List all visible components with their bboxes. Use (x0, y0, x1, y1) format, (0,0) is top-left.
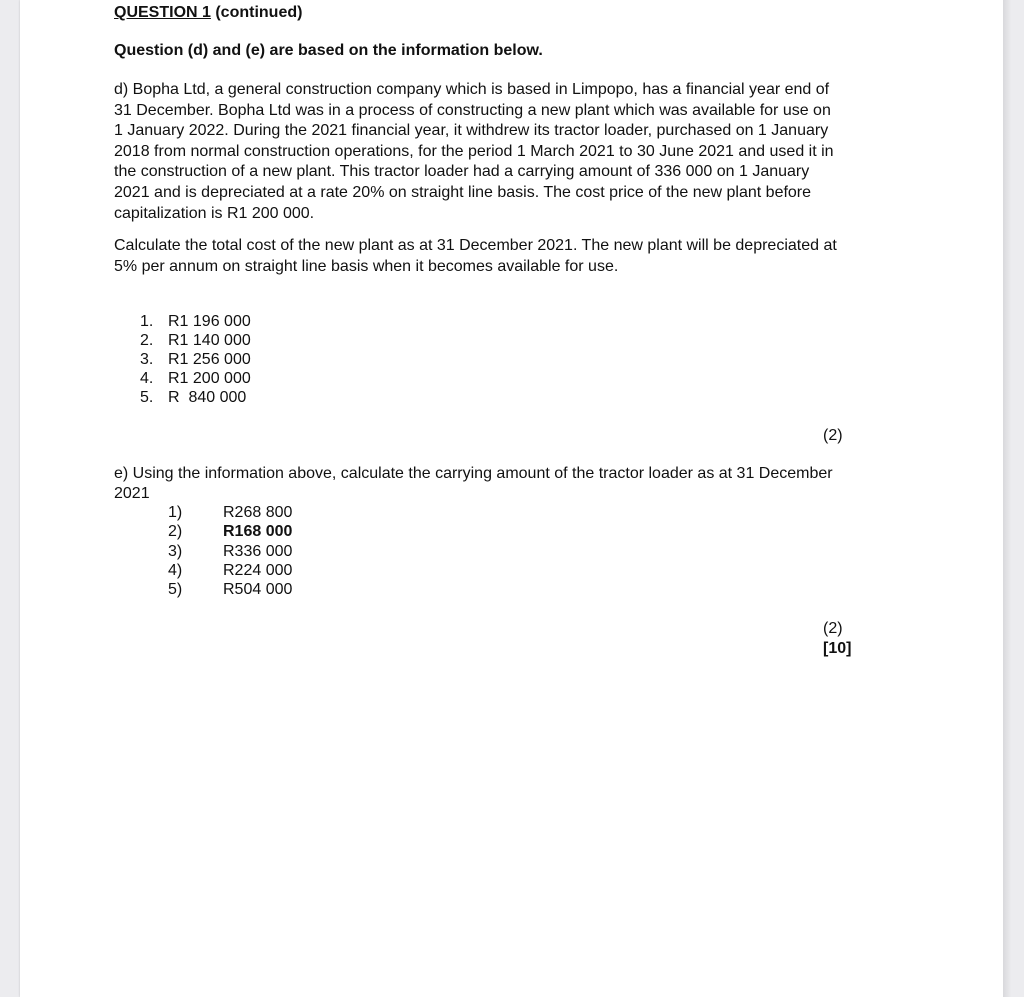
option-text: R1 196 000 (168, 313, 251, 330)
part-e-marks: (2) (823, 620, 843, 637)
option-text: R336 000 (223, 542, 293, 560)
part-e-line: e) Using the information above, calculate the carrying amount of the tractor loader as at 31 December (114, 465, 833, 482)
page-edge (1003, 0, 1024, 997)
option-number: 2. (140, 332, 154, 350)
list-item (140, 369, 251, 388)
option-number: 3. (140, 351, 154, 369)
part-d-question (114, 236, 884, 277)
part-e-marks-block (823, 619, 851, 658)
part-d-question-line: Calculate the total cost of the new plant as at 31 December 2021. The new plant will be depreciated at (114, 237, 837, 254)
option-number: 5) (168, 581, 183, 599)
list-item (140, 331, 251, 350)
option-number: 5. (140, 389, 154, 407)
list-item (168, 522, 292, 541)
option-text-highlighted: R168 000 (223, 523, 293, 541)
part-d-line: d) Bopha Ltd, a general construction company which is based in Limpopo, has a financial year end of (114, 81, 830, 98)
option-number: 2) (168, 523, 183, 541)
part-d-options (140, 312, 251, 407)
part-d-marks: (2) (823, 427, 843, 444)
question-heading (114, 4, 302, 22)
option-number: 4. (140, 370, 154, 388)
question-total: [10] (823, 639, 852, 657)
part-d-line: 1 January 2022. During the 2021 financial year, it withdrew its tractor loader, purchased on 1 January (114, 122, 829, 140)
option-text: R504 000 (223, 581, 293, 599)
option-text: R1 140 000 (168, 332, 251, 350)
option-number: 1. (140, 313, 154, 330)
list-item (140, 388, 251, 407)
list-item (140, 350, 251, 369)
option-text: R1 256 000 (168, 351, 251, 369)
intro-text: Question (d) and (e) are based on the information below. (114, 42, 543, 59)
part-e-paragraph (114, 464, 884, 503)
option-number: 3) (168, 542, 183, 560)
option-text: R1 200 000 (168, 370, 251, 388)
part-d-line: 2021 and is depreciated at a rate 20% on straight line basis. The cost price of the new plant before (114, 183, 812, 201)
option-number: 4) (168, 561, 183, 579)
list-item (168, 542, 292, 561)
part-d-line: capitalization is R1 200 000. (114, 204, 315, 222)
list-item (168, 503, 292, 522)
list-item (140, 312, 251, 331)
list-item (168, 561, 292, 580)
question-title-suffix: (continued) (210, 4, 303, 21)
option-text: R268 800 (223, 504, 293, 521)
option-number: 1) (168, 504, 183, 521)
part-e-line: 2021 (114, 484, 150, 502)
part-d-line: the construction of a new plant. This tractor loader had a carrying amount of 336 000 on 1 January (114, 163, 810, 181)
part-d-line: 31 December. Bopha Ltd was in a process of constructing a new plant which was available for use on (114, 101, 831, 119)
part-d-line: 2018 from normal construction operations, for the period 1 March 2021 to 30 June 2021 and used it in (114, 142, 834, 160)
part-d-question-line: 5% per annum on straight line basis when it becomes available for use. (114, 257, 619, 275)
part-e-options (168, 503, 292, 599)
option-text: R224 000 (223, 561, 293, 579)
part-d-paragraph (114, 80, 884, 224)
question-title: QUESTION 1 (114, 4, 211, 21)
option-text: R 840 000 (168, 389, 247, 407)
list-item (168, 580, 292, 599)
